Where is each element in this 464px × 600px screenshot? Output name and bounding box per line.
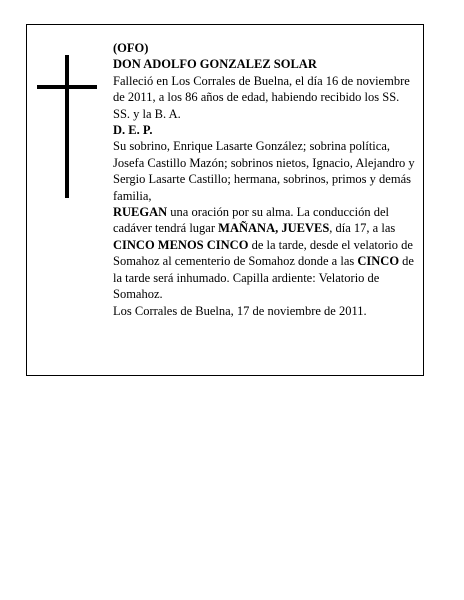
- request-text-3: de la tarde, desde el velatorio de Somahoz al cementerio de Somahoz donde a las: [113, 237, 413, 269]
- funeral-details: [113, 204, 419, 302]
- time-bold: CINCO MENOS CINCO: [113, 237, 249, 252]
- request-text-1: una oración por su alma. La conducción del cadáver tendrá lugar: [113, 205, 389, 236]
- request-bold: RUEGAN: [113, 205, 168, 220]
- request-text-2: , día 17, a las: [329, 221, 396, 236]
- family-list: Su sobrino, Enrique Lasarte González; sobrina política, Josefa Castillo Mazón; sobrinos nietos, Ignacio, Alejandro y Sergio Lasarte Castillo; hermana, sobrinos, primos y demás familia,: [113, 139, 415, 203]
- cross-horizontal-bar: [37, 85, 97, 89]
- cross-vertical-bar: [65, 55, 69, 198]
- request-text-4: de la tarde será inhumado. Capilla ardiente: Velatorio de Somahoz.: [113, 254, 414, 302]
- obituary-text: [113, 40, 419, 319]
- day-bold: MAÑANA, JUEVES: [218, 221, 330, 236]
- obituary-notice: [26, 24, 424, 376]
- cross-icon: [37, 55, 97, 198]
- rip-line: D. E. P.: [113, 123, 153, 138]
- notice-prefix: (OFO): [113, 41, 149, 55]
- death-info: Falleció en Los Corrales de Buelna, el día 16 de noviembre de 2011, a los 86 años de edad, habiendo recibido los SS. SS. y la B. A.: [113, 73, 410, 121]
- place-date: Los Corrales de Buelna, 17 de noviembre de 2011.: [113, 303, 367, 318]
- deceased-name: DON ADOLFO GONZALEZ SOLAR: [113, 57, 317, 72]
- burial-time-bold: CINCO: [357, 254, 400, 269]
